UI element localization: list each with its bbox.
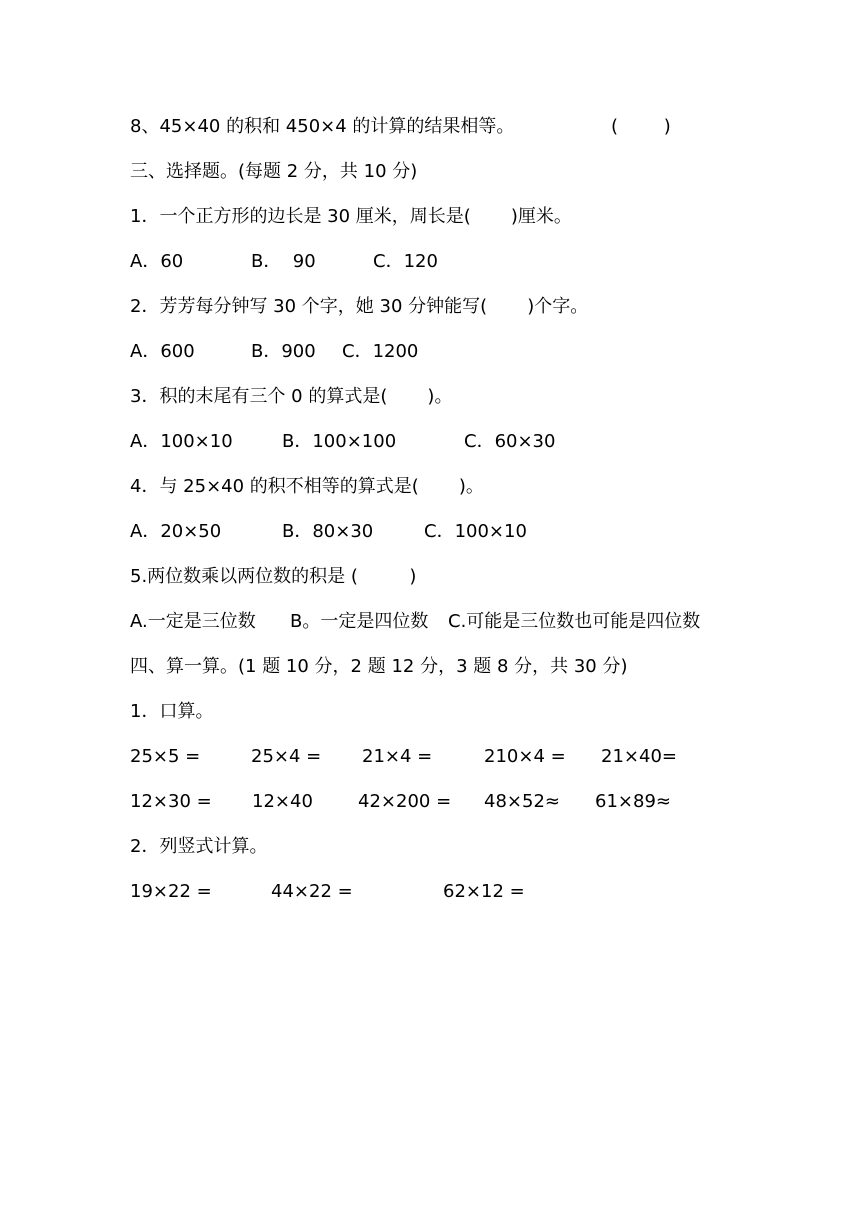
- calc-item: 210×4 =: [484, 746, 566, 767]
- part-2-label: 2．列竖式计算。: [130, 836, 268, 857]
- section-3-heading: 三、选择题。(每题 2 分，共 10 分): [130, 161, 418, 182]
- option-c: C．60×30: [464, 431, 556, 452]
- calc-item: 19×22 =: [130, 881, 212, 902]
- choice-question-2: 2．芳芳每分钟写 30 个字，她 30 分钟能写( )个字。: [130, 296, 589, 317]
- option-a: A．20×50: [130, 521, 222, 542]
- option-c: C．1200: [342, 341, 419, 362]
- option-a: A．100×10: [130, 431, 233, 452]
- option-b: B．80×30: [282, 521, 374, 542]
- option-b: B．100×100: [282, 431, 397, 452]
- section-4-heading: 四、算一算。(1 题 10 分，2 题 12 分，3 题 8 分，共 30 分): [130, 656, 628, 677]
- option-c: C．120: [373, 251, 438, 272]
- answer-blank: ( ): [611, 116, 671, 137]
- option-a: A．60: [130, 251, 184, 272]
- option-a: A.一定是三位数: [130, 611, 256, 632]
- calc-item: 62×12 =: [443, 881, 525, 902]
- option-b: B．900: [251, 341, 316, 362]
- option-c: C．100×10: [424, 521, 527, 542]
- part-1-label: 1．口算。: [130, 701, 214, 722]
- option-a: A．600: [130, 341, 195, 362]
- calc-item: 44×22 =: [271, 881, 353, 902]
- option-c: C.可能是三位数也可能是四位数: [448, 611, 701, 632]
- option-b: B。一定是四位数: [290, 611, 429, 632]
- calc-item: 61×89≈: [595, 791, 671, 812]
- calc-item: 48×52≈: [484, 791, 560, 812]
- option-b: B． 90: [251, 251, 316, 272]
- choice-question-5: 5.两位数乘以两位数的积是 ( ): [130, 566, 417, 587]
- calc-item: 25×5 =: [130, 746, 201, 767]
- calc-item: 25×4 =: [251, 746, 322, 767]
- calc-item: 42×200 =: [358, 791, 452, 812]
- calc-item: 12×30 =: [130, 791, 212, 812]
- choice-question-3: 3．积的末尾有三个 0 的算式是( )。: [130, 386, 453, 407]
- calc-item: 21×40=: [601, 746, 677, 767]
- true-false-question-8: 8、45×40 的积和 450×4 的计算的结果相等。: [130, 116, 515, 137]
- choice-question-1: 1．一个正方形的边长是 30 厘米，周长是( )厘米。: [130, 206, 572, 227]
- choice-question-4: 4．与 25×40 的积不相等的算式是( )。: [130, 476, 484, 497]
- calc-item: 12×40: [252, 791, 313, 812]
- calc-item: 21×4 =: [362, 746, 433, 767]
